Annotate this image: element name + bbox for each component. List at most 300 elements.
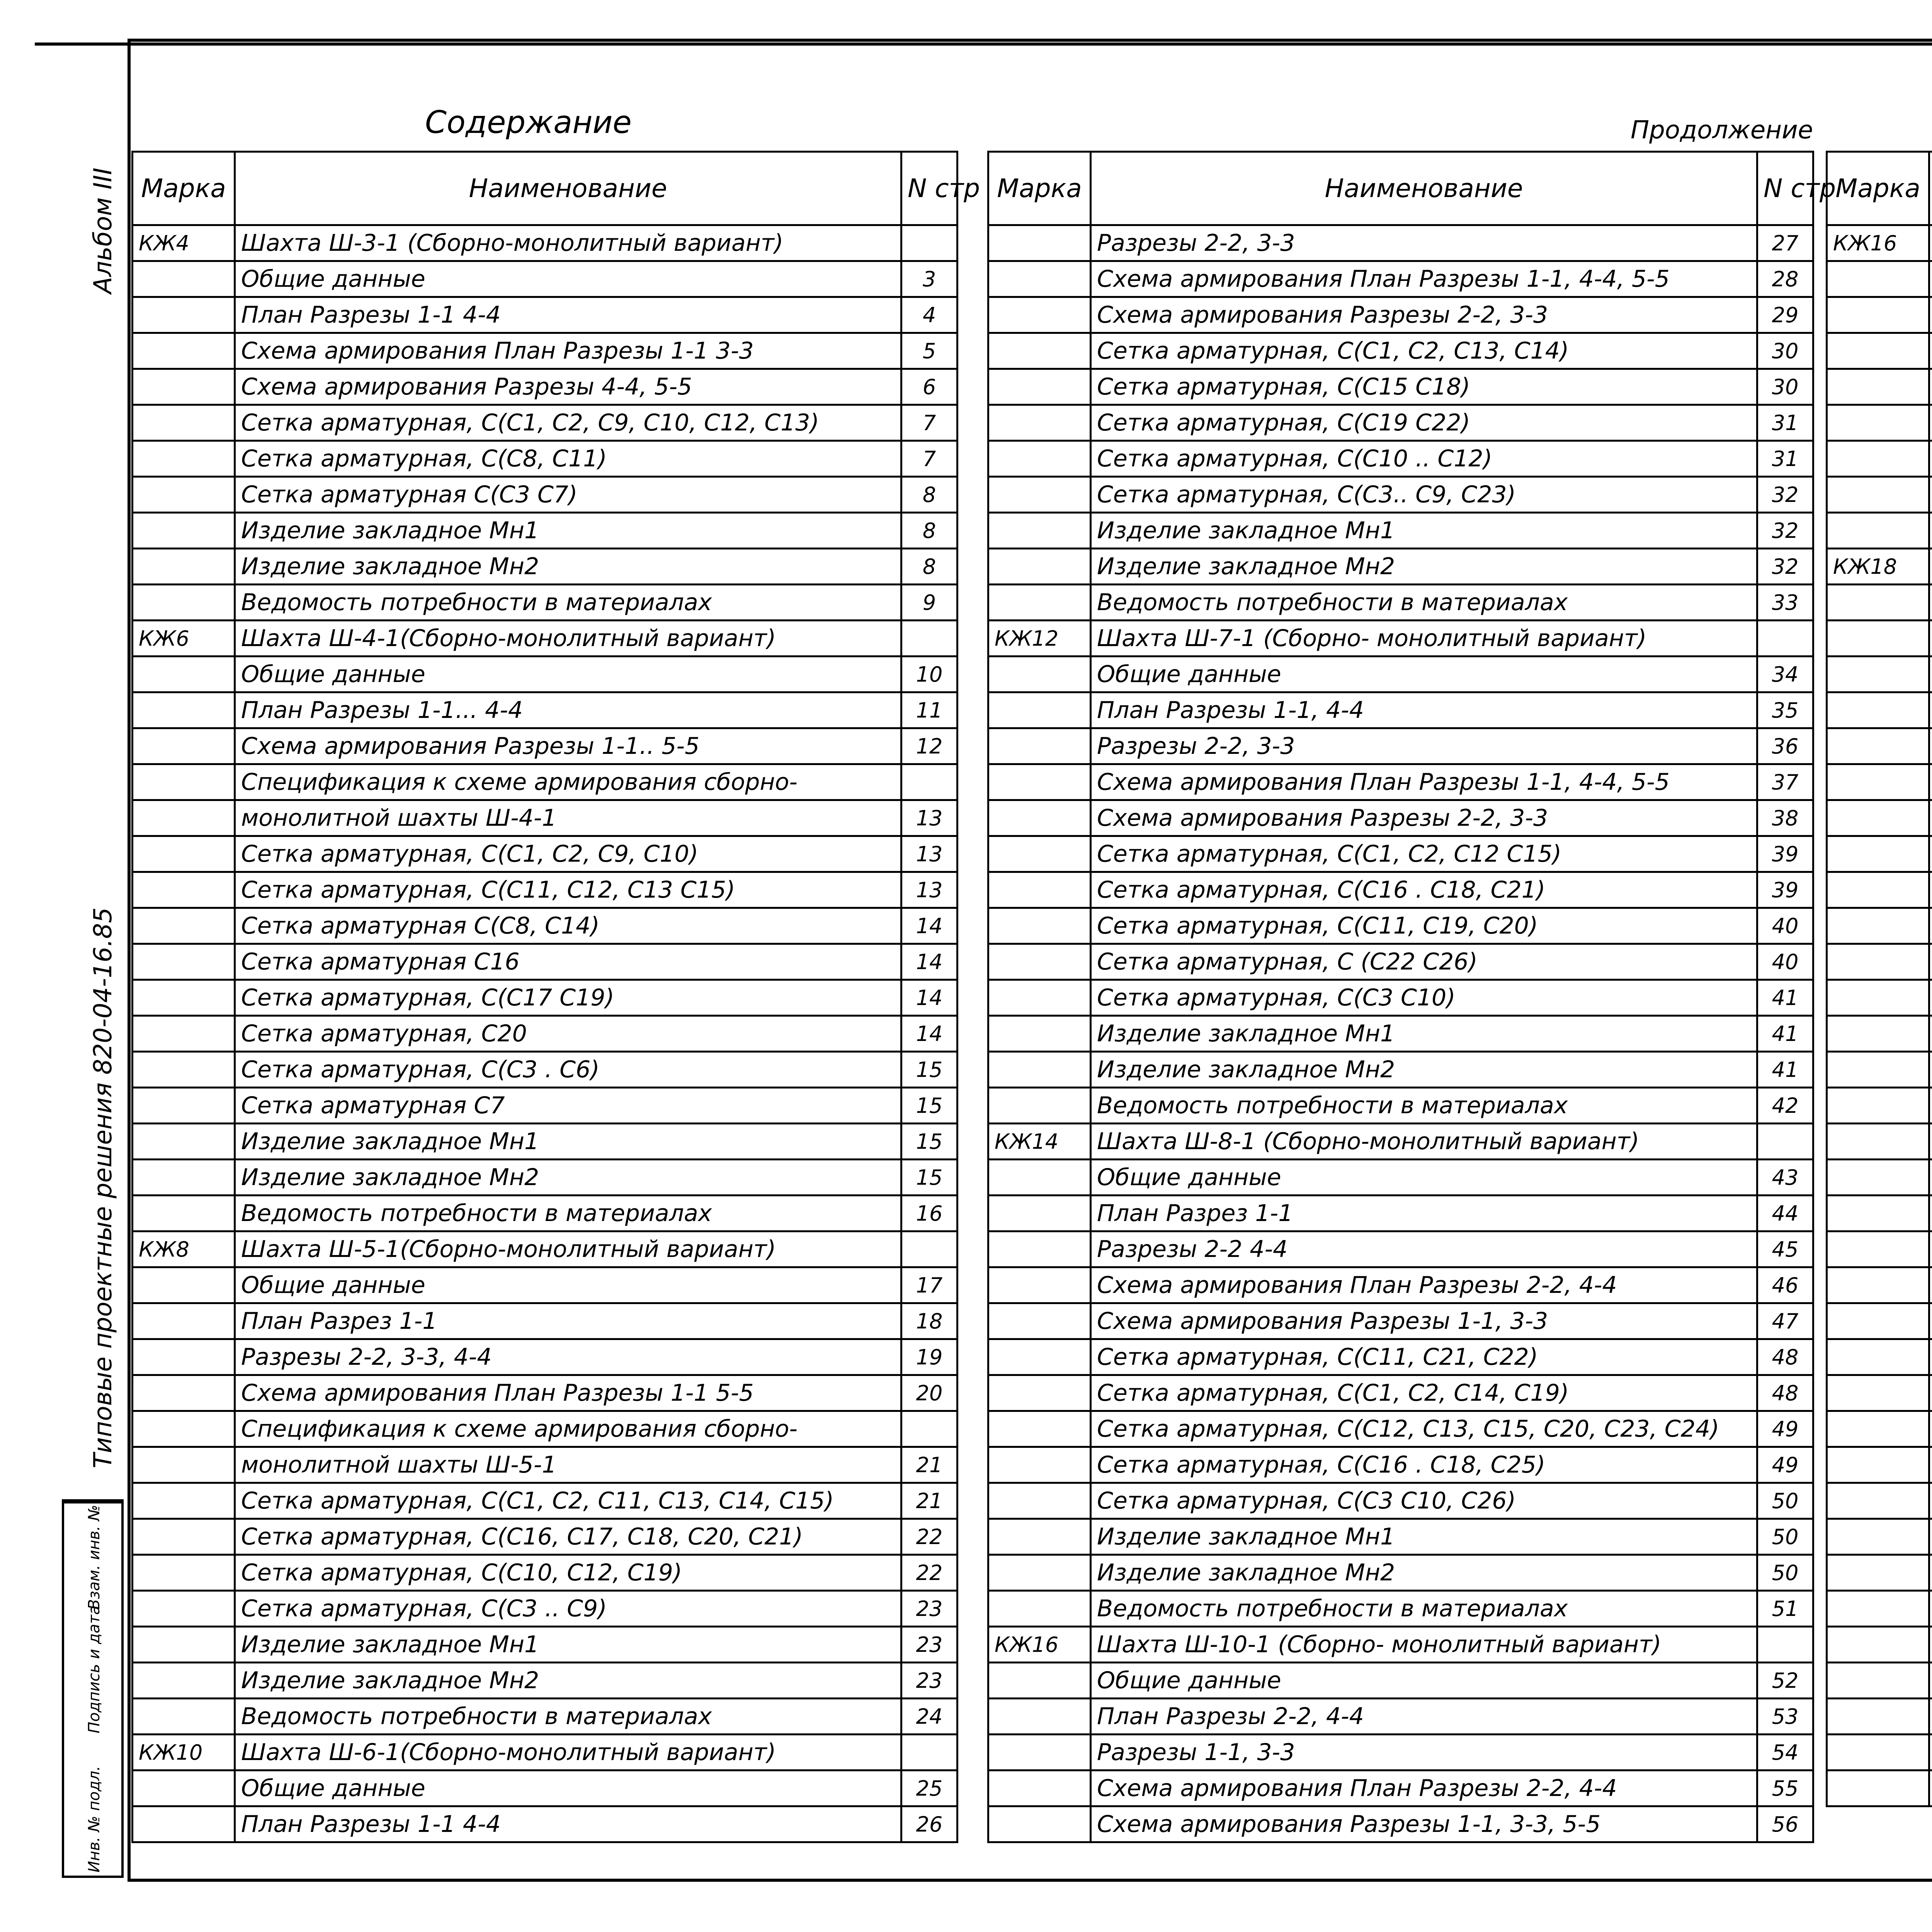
name-cell: [1929, 1735, 1932, 1770]
name-cell: [1929, 1375, 1932, 1411]
contents-table-1: [131, 151, 980, 1843]
contents-table-2: [987, 151, 1836, 1843]
name-cell: [1929, 1699, 1932, 1735]
table-row: [988, 621, 1813, 656]
table-row: [1827, 1267, 1932, 1303]
table-row: [1827, 1160, 1932, 1196]
page-cell: 25: [901, 1770, 957, 1806]
mark-cell: КЖ18: [1827, 549, 1929, 585]
mark-cell: [1827, 1267, 1929, 1303]
mark-cell: [133, 1591, 235, 1627]
mark-cell: [133, 1699, 235, 1735]
table-row: [133, 1160, 957, 1196]
mark-cell: [133, 1519, 235, 1555]
mark-cell: [988, 1375, 1091, 1411]
name-cell: Сетка арматурная, С20: [235, 1016, 901, 1052]
mark-cell: [988, 1806, 1091, 1842]
table-row: [1827, 1519, 1932, 1555]
name-cell: [1929, 1196, 1932, 1231]
col-mark: Марка: [988, 152, 1091, 225]
table-row: [133, 1591, 957, 1627]
mark-cell: [133, 513, 235, 549]
mark-cell: [988, 1591, 1091, 1627]
page-cell: 31: [1757, 441, 1813, 477]
name-cell: Сетка арматурная С(С3 С7): [235, 477, 901, 513]
mark-cell: [1827, 1519, 1929, 1555]
table-row: [133, 261, 957, 297]
table-row: [988, 1447, 1813, 1483]
name-cell: Сетка арматурная, С(С11, С12, С13 С15): [235, 872, 901, 908]
col-name: Наименование: [235, 152, 901, 225]
table-row: [988, 1267, 1813, 1303]
table-row: [1827, 1016, 1932, 1052]
table-row: [133, 980, 957, 1016]
name-cell: Общие данные: [1091, 1663, 1757, 1699]
table-row: [133, 369, 957, 405]
table-row: [988, 764, 1813, 800]
name-cell: Изделие закладное Мн2: [235, 1160, 901, 1196]
contents-heading: Содержание: [425, 104, 632, 140]
name-cell: Разрезы 1-1, 3-3: [1091, 1735, 1757, 1770]
table-row: [988, 1770, 1813, 1806]
name-cell: [1929, 1591, 1932, 1627]
mark-cell: [1827, 1663, 1929, 1699]
table-row: [988, 477, 1813, 513]
table-row: [988, 1555, 1813, 1591]
name-cell: Сетка арматурная, С(С3 . С6): [235, 1052, 901, 1088]
page-cell: 34: [1757, 656, 1813, 692]
mark-cell: [988, 800, 1091, 836]
table-row: [988, 908, 1813, 944]
name-cell: Спецификация к схеме армирования сборно-: [235, 764, 901, 800]
name-cell: Общие данные: [1091, 656, 1757, 692]
name-cell: [1929, 1555, 1932, 1591]
page-cell: 28: [1757, 261, 1813, 297]
mark-cell: [133, 1483, 235, 1519]
name-cell: [1929, 908, 1932, 944]
name-cell: [1929, 1052, 1932, 1088]
table-row: [1827, 1303, 1932, 1339]
page-cell: 41: [1757, 980, 1813, 1016]
mark-cell: [1827, 728, 1929, 764]
table-row: [133, 1267, 957, 1303]
page-cell: [901, 1231, 957, 1267]
mark-cell: [133, 1806, 235, 1842]
mark-cell: [988, 944, 1091, 980]
table-row: [988, 944, 1813, 980]
name-cell: Сетка арматурная, С(С1, С2, С13, С14): [1091, 333, 1757, 369]
table-row: [1827, 513, 1932, 549]
table-row: [133, 513, 957, 549]
col-name: [1929, 152, 1932, 225]
name-cell: Сетка арматурная, С(С10 .. С12): [1091, 441, 1757, 477]
page-cell: 36: [1757, 728, 1813, 764]
page-cell: 23: [901, 1627, 957, 1663]
page-cell: 49: [1757, 1447, 1813, 1483]
mark-cell: [1827, 621, 1929, 656]
mark-cell: [1827, 836, 1929, 872]
page-cell: 33: [1757, 585, 1813, 621]
name-cell: Шахта Ш-7-1 (Сборно- монолитный вариант): [1091, 621, 1757, 656]
name-cell: Сетка арматурная, С(С1, С2, С11, С13, С14, С15): [235, 1483, 901, 1519]
page-cell: 23: [901, 1663, 957, 1699]
table-row: [1827, 585, 1932, 621]
name-cell: Изделие закладное Мн1: [1091, 1016, 1757, 1052]
page-cell: 50: [1757, 1519, 1813, 1555]
page-cell: 42: [1757, 1088, 1813, 1124]
name-cell: Сетка арматурная, С(С15 С18): [1091, 369, 1757, 405]
table-row: [1827, 656, 1932, 692]
mark-cell: КЖ12: [988, 621, 1091, 656]
page-cell: 46: [1757, 1267, 1813, 1303]
mark-cell: [133, 1555, 235, 1591]
table-row: [988, 333, 1813, 369]
table-row: [133, 1663, 957, 1699]
mark-cell: [133, 1447, 235, 1483]
page-cell: 32: [1757, 477, 1813, 513]
name-cell: [1929, 585, 1932, 621]
mark-cell: [133, 369, 235, 405]
side-series-label: Типовые проектные решения 820-04-16.85: [89, 907, 117, 1468]
name-cell: Общие данные: [1091, 1160, 1757, 1196]
mark-cell: [1827, 1160, 1929, 1196]
name-cell: Сетка арматурная, С(С16, С17, С18, С20, С21): [235, 1519, 901, 1555]
table-header: [133, 152, 957, 225]
page-cell: 14: [901, 944, 957, 980]
page-cell: 19: [901, 1339, 957, 1375]
name-cell: Шахта Ш-4-1(Сборно-монолитный вариант): [235, 621, 901, 656]
table-row: [988, 1806, 1813, 1842]
table-row: [133, 1555, 957, 1591]
name-cell: Сетка арматурная, С(С1, С2, С14, С19): [1091, 1375, 1757, 1411]
mark-cell: [1827, 1627, 1929, 1663]
page-cell: [901, 225, 957, 261]
table-row: [1827, 1627, 1932, 1663]
mark-cell: [1827, 405, 1929, 441]
page-cell: 24: [901, 1699, 957, 1735]
name-cell: Схема армирования План Разрезы 1-1, 4-4, 5-5: [1091, 261, 1757, 297]
page-cell: 38: [1757, 800, 1813, 836]
table-row: [1827, 1735, 1932, 1770]
table-row: [1827, 1591, 1932, 1627]
mark-cell: [988, 225, 1091, 261]
name-cell: Схема армирования План Разрезы 1-1, 4-4, 5-5: [1091, 764, 1757, 800]
mark-cell: [133, 800, 235, 836]
table-row: [988, 1699, 1813, 1735]
table-row: [1827, 1699, 1932, 1735]
page-cell: 40: [1757, 944, 1813, 980]
page-cell: 12: [901, 728, 957, 764]
page-cell: 6: [901, 369, 957, 405]
page-cell: 3: [901, 261, 957, 297]
page-cell: [901, 1735, 957, 1770]
mark-cell: [1827, 585, 1929, 621]
mark-cell: [133, 585, 235, 621]
page-cell: 39: [1757, 836, 1813, 872]
table-row: [133, 621, 957, 656]
name-cell: [1929, 369, 1932, 405]
table-row: [988, 1735, 1813, 1770]
page-cell: [1757, 1124, 1813, 1160]
name-cell: Схема армирования Разрезы 1-1.. 5-5: [235, 728, 901, 764]
name-cell: Разрезы 2-2 4-4: [1091, 1231, 1757, 1267]
name-cell: Схема армирования Разрезы 1-1, 3-3, 5-5: [1091, 1806, 1757, 1842]
table-row: [133, 1770, 957, 1806]
table-header: [1827, 152, 1932, 225]
col-page: N стр: [1757, 152, 1813, 225]
table-row: [988, 980, 1813, 1016]
name-cell: [1929, 297, 1932, 333]
mark-cell: [988, 585, 1091, 621]
table-row: [133, 1483, 957, 1519]
name-cell: Общие данные: [235, 1267, 901, 1303]
mark-cell: [988, 441, 1091, 477]
mark-cell: [988, 1088, 1091, 1124]
mark-cell: [1827, 1770, 1929, 1806]
table-row: [1827, 225, 1932, 261]
mark-cell: [1827, 908, 1929, 944]
name-cell: Сетка арматурная, С(С19 С22): [1091, 405, 1757, 441]
mark-cell: [133, 728, 235, 764]
name-cell: Сетка арматурная, С(С3 .. С9): [235, 1591, 901, 1627]
name-cell: Сетка арматурная С16: [235, 944, 901, 980]
mark-cell: [133, 692, 235, 728]
mark-cell: [988, 1052, 1091, 1088]
name-cell: Разрезы 2-2, 3-3, 4-4: [235, 1339, 901, 1375]
table-row: [1827, 1196, 1932, 1231]
page-cell: 17: [901, 1267, 957, 1303]
name-cell: План Разрезы 1-1... 4-4: [235, 692, 901, 728]
table-row: [1827, 549, 1932, 585]
name-cell: [1929, 261, 1932, 297]
name-cell: [1929, 1663, 1932, 1699]
name-cell: Сетка арматурная, С(С3 С10, С26): [1091, 1483, 1757, 1519]
name-cell: Сетка арматурная, С(С16 . С18, С21): [1091, 872, 1757, 908]
name-cell: [1929, 1483, 1932, 1519]
name-cell: [1929, 513, 1932, 549]
table-row: [988, 225, 1813, 261]
table-row: [133, 800, 957, 836]
page-cell: 30: [1757, 333, 1813, 369]
table-row: [988, 1519, 1813, 1555]
table-row: [1827, 908, 1932, 944]
mark-cell: [133, 656, 235, 692]
table-row: [1827, 1663, 1932, 1699]
page-cell: 41: [1757, 1016, 1813, 1052]
mark-cell: КЖ16: [1827, 225, 1929, 261]
page-cell: 48: [1757, 1339, 1813, 1375]
mark-cell: [1827, 261, 1929, 297]
mark-cell: [1827, 1124, 1929, 1160]
mark-cell: [1827, 477, 1929, 513]
page-cell: 13: [901, 872, 957, 908]
table-row: [1827, 872, 1932, 908]
mark-cell: [133, 549, 235, 585]
page-cell: 8: [901, 549, 957, 585]
table-row: [988, 297, 1813, 333]
name-cell: Изделие закладное Мн2: [1091, 1555, 1757, 1591]
mark-cell: [133, 333, 235, 369]
page-cell: 10: [901, 656, 957, 692]
mark-cell: [988, 1196, 1091, 1231]
table-row: [133, 1806, 957, 1842]
name-cell: [1929, 800, 1932, 836]
name-cell: Сетка арматурная, С(С16 . С18, С25): [1091, 1447, 1757, 1483]
name-cell: [1929, 1411, 1932, 1447]
mark-cell: [988, 261, 1091, 297]
mark-cell: КЖ10: [133, 1735, 235, 1770]
table-row: [133, 944, 957, 980]
table-row: [1827, 1411, 1932, 1447]
name-cell: Сетка арматурная С(С8, С14): [235, 908, 901, 944]
mark-cell: [133, 836, 235, 872]
mark-cell: [133, 441, 235, 477]
table-row: [1827, 369, 1932, 405]
page-cell: 8: [901, 477, 957, 513]
name-cell: Сетка арматурная, С(С17 С19): [235, 980, 901, 1016]
table-row: [133, 1627, 957, 1663]
name-cell: [1929, 656, 1932, 692]
name-cell: [1929, 1519, 1932, 1555]
mark-cell: [988, 549, 1091, 585]
page-cell: 53: [1757, 1699, 1813, 1735]
col-name: Наименование: [1091, 152, 1757, 225]
table-row: [1827, 333, 1932, 369]
mark-cell: КЖ14: [988, 1124, 1091, 1160]
mark-cell: [988, 1303, 1091, 1339]
name-cell: Шахта Ш-10-1 (Сборно- монолитный вариант): [1091, 1627, 1757, 1663]
name-cell: Разрезы 2-2, 3-3: [1091, 225, 1757, 261]
mark-cell: [1827, 1483, 1929, 1519]
name-cell: Схема армирования План Разрезы 2-2, 4-4: [1091, 1267, 1757, 1303]
mark-cell: [133, 1303, 235, 1339]
mark-cell: [133, 980, 235, 1016]
mark-cell: [133, 1663, 235, 1699]
name-cell: [1929, 549, 1932, 585]
mark-cell: [1827, 872, 1929, 908]
name-cell: Сетка арматурная С7: [235, 1088, 901, 1124]
mark-cell: [1827, 1591, 1929, 1627]
name-cell: Изделие закладное Мн2: [1091, 549, 1757, 585]
page-cell: 14: [901, 1016, 957, 1052]
mark-cell: [133, 477, 235, 513]
mark-cell: [1827, 1447, 1929, 1483]
mark-cell: [988, 333, 1091, 369]
table-row: [1827, 441, 1932, 477]
name-cell: Сетка арматурная, С(С11, С21, С22): [1091, 1339, 1757, 1375]
name-cell: Общие данные: [235, 1770, 901, 1806]
stamp-label-inv: Инв. № подл.: [85, 1766, 103, 1872]
page-cell: 30: [1757, 369, 1813, 405]
contents-table-3: [1826, 151, 1932, 1807]
table-row: [1827, 477, 1932, 513]
page-cell: 21: [901, 1447, 957, 1483]
mark-cell: [988, 656, 1091, 692]
mark-cell: [988, 836, 1091, 872]
name-cell: Схема армирования Разрезы 2-2, 3-3: [1091, 800, 1757, 836]
name-cell: [1929, 1447, 1932, 1483]
mark-cell: [1827, 656, 1929, 692]
mark-cell: [1827, 800, 1929, 836]
table-row: [988, 1088, 1813, 1124]
name-cell: Сетка арматурная, С (С22 С26): [1091, 944, 1757, 980]
page-cell: 27: [1757, 225, 1813, 261]
table-row: [1827, 944, 1932, 980]
table-row: [133, 1339, 957, 1375]
table-header: [988, 152, 1813, 225]
table-row: [133, 477, 957, 513]
page-cell: 16: [901, 1196, 957, 1231]
name-cell: Сетка арматурная, С(С8, С11): [235, 441, 901, 477]
mark-cell: [133, 1052, 235, 1088]
col-page: N стр: [901, 152, 957, 225]
table-row: [988, 1231, 1813, 1267]
mark-cell: [988, 764, 1091, 800]
table-row: [1827, 1231, 1932, 1267]
table-row: [988, 441, 1813, 477]
page-cell: 20: [901, 1375, 957, 1411]
name-cell: Изделие закладное Мн2: [235, 549, 901, 585]
page-cell: 14: [901, 908, 957, 944]
page-cell: 22: [901, 1555, 957, 1591]
page-cell: 23: [901, 1591, 957, 1627]
mark-cell: [988, 1663, 1091, 1699]
mark-cell: КЖ4: [133, 225, 235, 261]
name-cell: [1929, 1124, 1932, 1160]
name-cell: [1929, 477, 1932, 513]
name-cell: Ведомость потребности в материалах: [1091, 1088, 1757, 1124]
table-row: [133, 585, 957, 621]
name-cell: Схема армирования Разрезы 2-2, 3-3: [1091, 297, 1757, 333]
name-cell: План Разрезы 1-1 4-4: [235, 1806, 901, 1842]
table-row: [1827, 764, 1932, 800]
table-row: [988, 1375, 1813, 1411]
table-row: [133, 656, 957, 692]
mark-cell: [133, 1124, 235, 1160]
mark-cell: [988, 980, 1091, 1016]
mark-cell: [133, 1339, 235, 1375]
mark-cell: [988, 1160, 1091, 1196]
mark-cell: [1827, 1339, 1929, 1375]
page-cell: 37: [1757, 764, 1813, 800]
page-cell: 14: [901, 980, 957, 1016]
table-row: [133, 333, 957, 369]
page-cell: 50: [1757, 1555, 1813, 1591]
mark-cell: [988, 1231, 1091, 1267]
mark-cell: [1827, 692, 1929, 728]
name-cell: Ведомость потребности в материалах: [1091, 1591, 1757, 1627]
table-row: [1827, 800, 1932, 836]
page-cell: 15: [901, 1052, 957, 1088]
mark-cell: КЖ6: [133, 621, 235, 656]
mark-cell: КЖ8: [133, 1231, 235, 1267]
mark-cell: [988, 297, 1091, 333]
page-cell: 11: [901, 692, 957, 728]
table-row: [133, 1231, 957, 1267]
mark-cell: [1827, 980, 1929, 1016]
page-cell: 49: [1757, 1411, 1813, 1447]
mark-cell: [1827, 1411, 1929, 1447]
name-cell: Изделие закладное Мн1: [235, 513, 901, 549]
page-cell: 5: [901, 333, 957, 369]
mark-cell: [1827, 1555, 1929, 1591]
page-cell: [1757, 1627, 1813, 1663]
name-cell: Сетка арматурная, С(С12, С13, С15, С20, С23, С24): [1091, 1411, 1757, 1447]
table-row: [1827, 1339, 1932, 1375]
name-cell: Разрезы 2-2, 3-3: [1091, 728, 1757, 764]
table-row: [988, 1483, 1813, 1519]
table-row: [1827, 405, 1932, 441]
